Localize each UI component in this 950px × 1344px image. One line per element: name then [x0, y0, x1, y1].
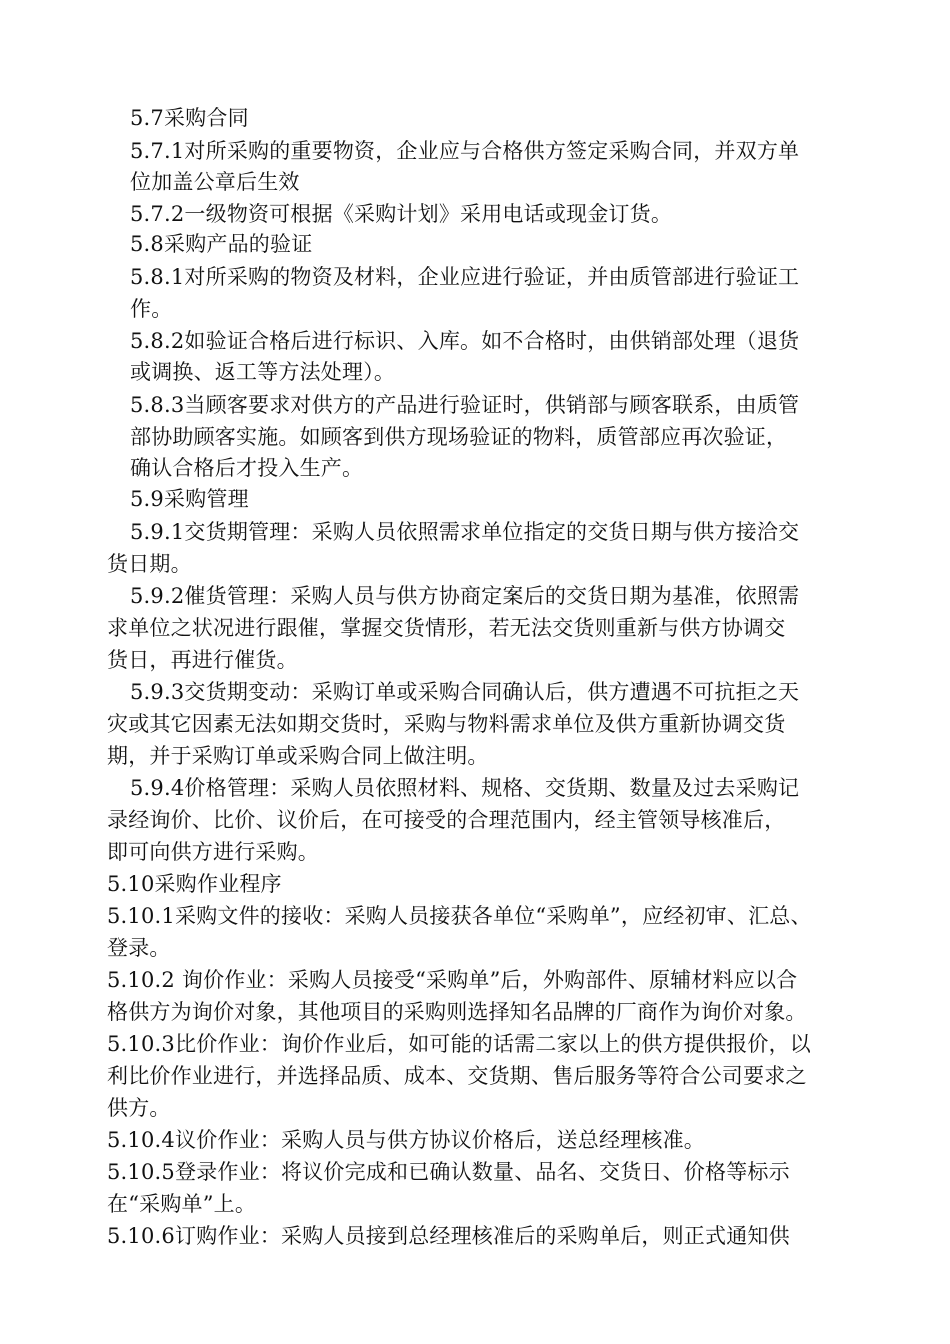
paragraph-line: 5.10.4议价作业：采购人员与供方协议价格后，送总经理核准。 — [107, 1128, 705, 1152]
paragraph-line: 5.9.1交货期管理：采购人员依照需求单位指定的交货日期与供方接洽交 — [130, 520, 800, 544]
paragraph-line: 5.8.1对所采购的物资及材料，企业应进行验证，并由质管部进行验证工 — [130, 265, 800, 289]
paragraph-line: 灾或其它因素无法如期交货时，采购与物料需求单位及供方重新协调交货 — [107, 712, 786, 736]
paragraph-line: 5.10.2 询价作业：采购人员接受“采购单”后，外购部件、原辅材料应以合 — [107, 968, 798, 992]
paragraph-line: 5.7.1对所采购的重要物资，企业应与合格供方签定采购合同，并双方单 — [130, 139, 800, 163]
paragraph-line: 5.7.2一级物资可根据《采购计划》采用电话或现金订货。 — [130, 202, 673, 226]
paragraph-line: 格供方为询价对象，其他项目的采购则选择知名品牌的厂商作为询价对象。 — [107, 1000, 807, 1024]
paragraph-line: 位加盖公章后生效 — [130, 170, 300, 194]
paragraph-line: 供方。 — [107, 1096, 171, 1120]
paragraph-line: 5.8.2如验证合格后进行标识、入库。如不合格时，由供销部处理（退货 — [130, 329, 800, 353]
paragraph-line: 即可向供方进行采购。 — [107, 840, 319, 864]
paragraph-line: 登录。 — [107, 936, 171, 960]
paragraph-line: 部协助顾客实施。如顾客到供方现场验证的物料，质管部应再次验证， — [130, 425, 788, 449]
paragraph-line: 5.9.3交货期变动：采购订单或采购合同确认后，供方遭遇不可抗拒之天 — [130, 680, 800, 704]
paragraph-line: 或调换、返工等方法处理）。 — [130, 360, 396, 384]
paragraph-line: 作。 — [130, 297, 173, 321]
paragraph-line: 5.10.3比价作业：询价作业后，如可能的话需二家以上的供方提供报价，以 — [107, 1032, 811, 1056]
section-heading-5-10: 5.10采购作业程序 — [107, 872, 282, 896]
paragraph-line: 5.9.2催货管理：采购人员与供方协商定案后的交货日期为基准，依照需 — [130, 584, 800, 608]
paragraph-line: 5.8.3当顾客要求对供方的产品进行验证时，供销部与顾客联系，由质管 — [130, 393, 800, 417]
section-heading-5-9: 5.9采购管理 — [130, 487, 249, 511]
paragraph-line: 确认合格后才投入生产。 — [130, 456, 364, 480]
paragraph-line: 录经询价、比价、议价后，在可接受的合理范围内，经主管领导核准后， — [107, 808, 786, 832]
paragraph-line: 在“采购单”上。 — [107, 1192, 257, 1216]
paragraph-line: 5.10.5登录作业：将议价完成和已确认数量、品名、交货日、价格等标示 — [107, 1160, 790, 1184]
paragraph-line: 5.9.4价格管理：采购人员依照材料、规格、交货期、数量及过去采购记 — [130, 776, 800, 800]
paragraph-line: 利比价作业进行，并选择品质、成本、交货期、售后服务等符合公司要求之 — [107, 1064, 807, 1088]
paragraph-line: 5.10.1采购文件的接收：采购人员接获各单位“采购单”，应经初审、汇总、 — [107, 904, 812, 928]
paragraph-line: 5.10.6订购作业：采购人员接到总经理核准后的采购单后，则正式通知供 — [107, 1224, 790, 1248]
paragraph-line: 货日，再进行催货。 — [107, 648, 298, 672]
paragraph-line: 货日期。 — [107, 552, 192, 576]
section-heading-5-7: 5.7采购合同 — [130, 106, 249, 130]
paragraph-line: 求单位之状况进行跟催，掌握交货情形，若无法交货则重新与供方协调交 — [107, 616, 786, 640]
paragraph-line: 期，并于采购订单或采购合同上做注明。 — [107, 744, 489, 768]
section-heading-5-8: 5.8采购产品的验证 — [130, 232, 313, 256]
